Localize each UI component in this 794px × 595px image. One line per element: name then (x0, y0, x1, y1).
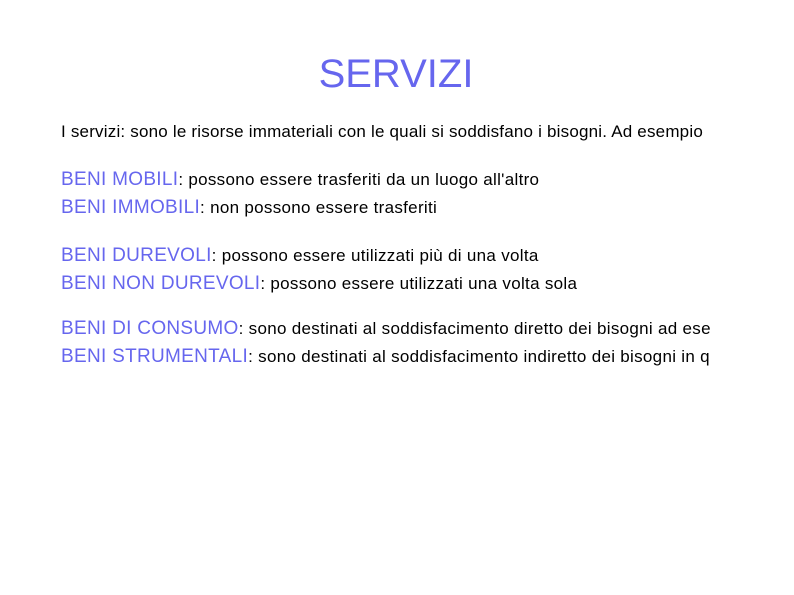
slide-title (0, 50, 794, 98)
list-item-beni-di-consumo (61, 317, 711, 342)
term-definition: : possono essere utilizzati più di una volta (211, 246, 539, 265)
term-label: BENI IMMOBILI (61, 197, 201, 218)
term-definition: : possono essere trasferiti da un luogo all'altro (178, 170, 540, 189)
list-item-beni-strumentali (61, 345, 710, 370)
list-item-beni-non-durevoli (61, 272, 577, 297)
term-definition: : sono destinati al soddisfacimento diretto dei bisogni ad ese (238, 319, 711, 338)
term-definition: : non possono essere trasferiti (200, 198, 438, 217)
list-item-beni-durevoli (61, 244, 539, 269)
term-label: BENI DUREVOLI (61, 245, 212, 266)
term-label: BENI NON DUREVOLI (61, 273, 261, 294)
term-definition: : possono essere utilizzati una volta sola (260, 274, 578, 293)
term-label: BENI MOBILI (61, 169, 179, 190)
list-item-beni-immobili (61, 196, 437, 221)
term-definition: : sono destinati al soddisfacimento indiretto dei bisogni in q (248, 347, 710, 366)
term-label: BENI DI CONSUMO (61, 318, 239, 339)
intro-text: I servizi: sono le risorse immateriali con le quali si soddisfano i bisogni. Ad esempio (61, 122, 703, 141)
slide-title-text: SERVIZI (318, 52, 474, 96)
list-item-beni-mobili (61, 168, 539, 193)
term-label: BENI STRUMENTALI (61, 346, 249, 367)
